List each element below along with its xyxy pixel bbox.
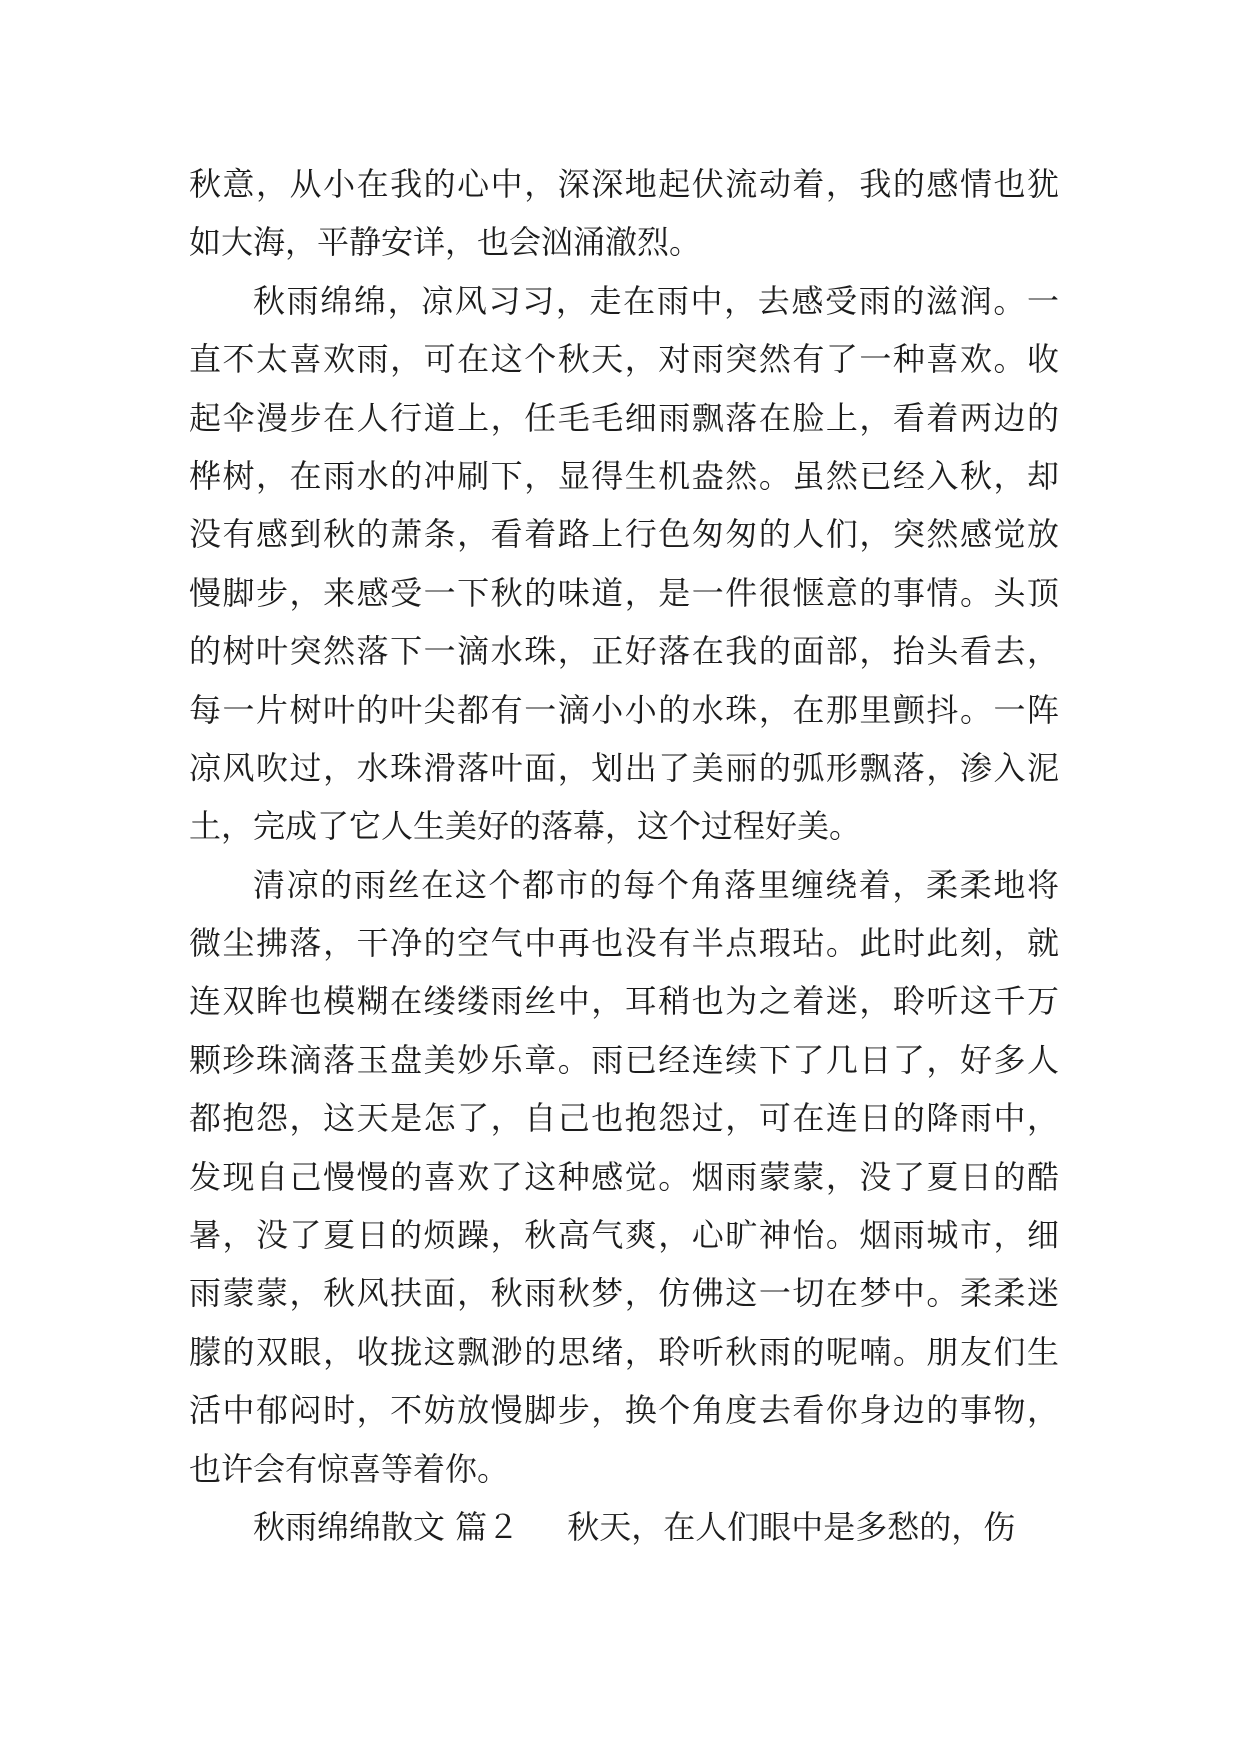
text-line: 雨蒙蒙，秋风扶面，秋雨秋梦，仿佛这一切在梦中。柔柔迷	[189, 1274, 1059, 1313]
text-line: 如大海，平静安详，也会汹涌澈烈。	[189, 223, 702, 262]
text-line: 连双眸也模糊在缕缕雨丝中，耳稍也为之着迷，聆听这千万	[189, 982, 1059, 1021]
text-line: 起伞漫步在人行道上，任毛毛细雨飘落在脸上，看着两边的	[189, 398, 1059, 437]
text-line: 桦树，在雨水的冲刷下，显得生机盎然。虽然已经入秋，却	[189, 456, 1059, 495]
body-text	[189, 155, 1059, 1556]
text-line: 凉风吹过，水珠滑落叶面，划出了美丽的弧形飘落，渗入泥	[189, 748, 1059, 787]
text-line: 暑，没了夏日的烦躁，秋高气爽，心旷神怡。烟雨城市，细	[189, 1216, 1059, 1255]
section-opening-text: 秋天，在人们眼中是多愁的，伤	[567, 1507, 1016, 1546]
text-line: 秋意，从小在我的心中，深深地起伏流动着，我的感情也犹	[189, 165, 1059, 203]
text-line: 微尘拂落，干净的空气中再也没有半点瑕玷。此时此刻，就	[189, 924, 1059, 963]
section-title: 秋雨绵绵散文 篇２	[253, 1507, 520, 1546]
text-line: 秋雨绵绵，凉风习习，走在雨中，去感受雨的滋润。一	[253, 281, 1059, 320]
paragraph	[189, 272, 1059, 856]
paragraph	[189, 856, 1059, 1498]
text-line: 慢脚步，来感受一下秋的味道，是一件很惬意的事情。头顶	[189, 573, 1059, 612]
text-line: 朦的双眼，收拢这飘渺的思绪，聆听秋雨的呢喃。朋友们生	[189, 1332, 1059, 1371]
section-heading	[189, 1498, 1059, 1556]
text-line: 的树叶突然落下一滴水珠，正好落在我的面部，抬头看去，	[189, 632, 1059, 671]
text-line: 颗珍珠滴落玉盘美妙乐章。雨已经连续下了几日了，好多人	[189, 1040, 1059, 1079]
paragraph	[189, 155, 1059, 272]
text-line: 直不太喜欢雨，可在这个秋天，对雨突然有了一种喜欢。收	[189, 340, 1059, 379]
text-line: 土，完成了它人生美好的落幕，这个过程好美。	[189, 807, 862, 846]
text-line: 发现自己慢慢的喜欢了这种感觉。烟雨蒙蒙，没了夏日的酷	[189, 1157, 1059, 1196]
text-line: 清凉的雨丝在这个都市的每个角落里缠绕着，柔柔地将	[253, 865, 1059, 904]
text-line: 没有感到秋的萧条，看着路上行色匆匆的人们，突然感觉放	[189, 515, 1059, 554]
text-line: 活中郁闷时，不妨放慢脚步，换个角度去看你身边的事物，	[189, 1391, 1059, 1430]
text-line: 每一片树叶的叶尖都有一滴小小的水珠，在那里颤抖。一阵	[189, 690, 1059, 729]
text-line: 都抱怨，这天是怎了，自己也抱怨过，可在连日的降雨中，	[189, 1099, 1059, 1138]
text-line: 也许会有惊喜等着你。	[189, 1449, 510, 1488]
